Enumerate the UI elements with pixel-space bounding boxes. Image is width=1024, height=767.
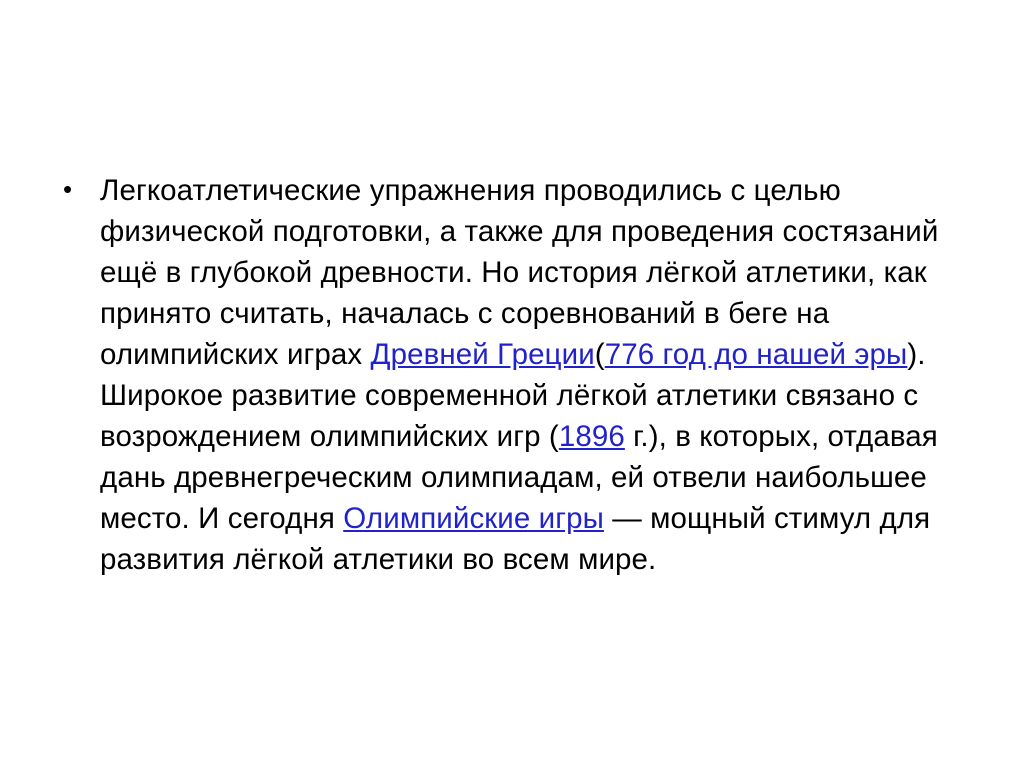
text-run: ). Широкое развитие современной лёгкой атлетики связано с возрождением олимпийских игр ( [100,338,926,453]
text-run: ( [594,338,605,371]
hyperlink[interactable]: 1896 [558,420,625,453]
hyperlink[interactable]: 776 год до нашей эры [604,338,908,371]
list-item [52,170,952,580]
bullet-list [52,170,952,580]
paragraph-text [100,174,938,576]
slide-content-block [52,170,952,580]
text-run: — мощный стимул для развития лёгкой атлетики во всем мире. [100,502,931,576]
text-run: Легкоатлетические упражнения проводились с целью физической подготовки, а также для проведения состязаний ещё в глубокой древности. Но история лёгкой атлетики, как принято считать, началась с соревнований в беге на олимпийских играх [100,174,939,371]
hyperlink[interactable]: Олимпийские игры [343,502,604,535]
text-run: г.), в которых, отдавая дань древнегреческим олимпиадам, ей отвели наибольшее место. И сегодня [100,420,938,535]
hyperlink[interactable]: Древней Греции [370,338,595,371]
